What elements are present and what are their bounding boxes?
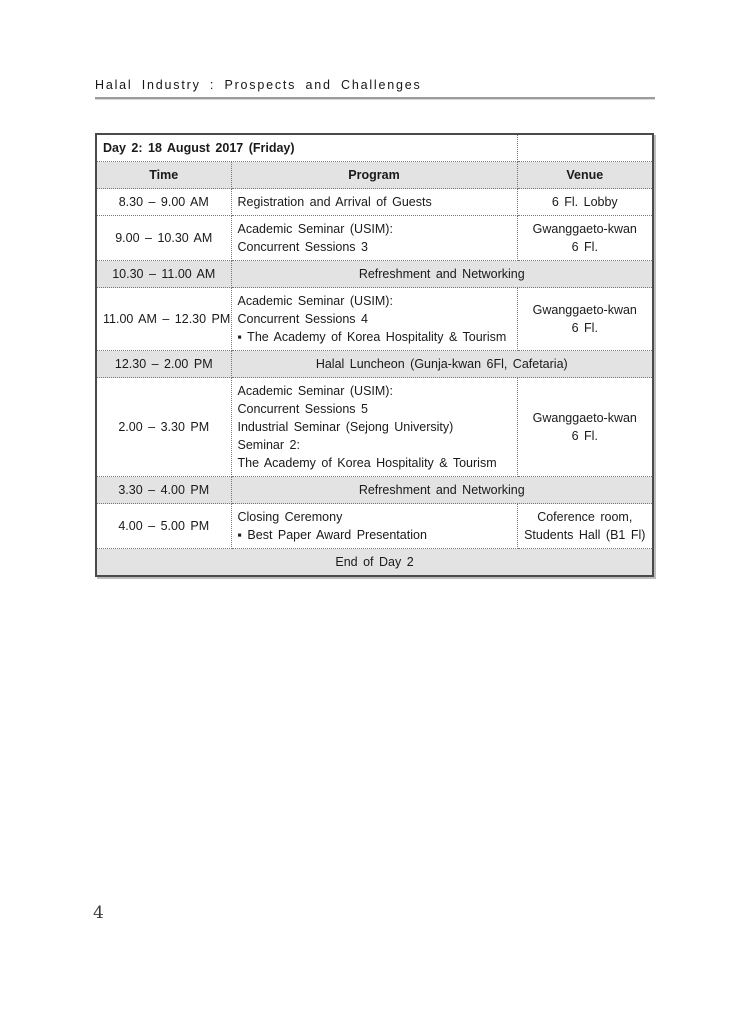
time-cell: 12.30 – 2.00 PM bbox=[96, 351, 231, 378]
program-cell bbox=[231, 378, 517, 477]
table-row bbox=[96, 189, 653, 216]
time-cell: 10.30 – 11.00 AM bbox=[96, 261, 231, 288]
venue-cell bbox=[517, 189, 653, 216]
program-line: Academic Seminar (USIM): bbox=[237, 294, 393, 308]
program-line: Academic Seminar (USIM): bbox=[237, 222, 393, 236]
table-row bbox=[96, 216, 653, 261]
venue-line: Gwanggaeto-kwan bbox=[532, 411, 637, 425]
program-line: Registration and Arrival of Guests bbox=[237, 195, 432, 209]
time-cell: 8.30 – 9.00 AM bbox=[96, 189, 231, 216]
running-head bbox=[95, 78, 655, 99]
time-cell: 4.00 – 5.00 PM bbox=[96, 504, 231, 549]
program-cell bbox=[231, 216, 517, 261]
page-number: 4 bbox=[93, 903, 104, 923]
time-cell: 3.30 – 4.00 PM bbox=[96, 477, 231, 504]
column-header-time: Time bbox=[96, 162, 231, 189]
table-row bbox=[96, 549, 653, 577]
venue-cell bbox=[517, 216, 653, 261]
table-row bbox=[96, 261, 653, 288]
time-cell: 2.00 – 3.30 PM bbox=[96, 378, 231, 477]
table-row bbox=[96, 504, 653, 549]
column-header-program: Program bbox=[231, 162, 517, 189]
program-line: Closing Ceremony bbox=[237, 510, 343, 524]
table-title: Day 2: 18 August 2017 (Friday) bbox=[96, 134, 517, 162]
table-row bbox=[96, 477, 653, 504]
span-cell: Refreshment and Networking bbox=[231, 477, 653, 504]
time-cell: 9.00 – 10.30 AM bbox=[96, 216, 231, 261]
time-cell: 11.00 AM – 12.30 PM bbox=[96, 288, 231, 351]
column-header-row bbox=[96, 162, 653, 189]
venue-cell bbox=[517, 378, 653, 477]
venue-line: Students Hall (B1 Fl) bbox=[524, 528, 646, 542]
running-head-title: Halal Industry : Prospects and Challenges bbox=[95, 78, 422, 92]
table-row bbox=[96, 378, 653, 477]
program-line: Academic Seminar (USIM): bbox=[237, 384, 393, 398]
venue-line: 6 Fl. bbox=[571, 240, 598, 254]
venue-cell bbox=[517, 288, 653, 351]
program-line: Concurrent Sessions 5 bbox=[237, 402, 368, 416]
venue-line: Gwanggaeto-kwan bbox=[532, 222, 637, 236]
table-footer-cell: End of Day 2 bbox=[96, 549, 653, 577]
program-cell bbox=[231, 189, 517, 216]
span-cell: Halal Luncheon (Gunja-kwan 6Fl, Cafetaria) bbox=[231, 351, 653, 378]
program-line: ▪ The Academy of Korea Hospitality & Tourism bbox=[237, 330, 507, 344]
table-title-row bbox=[96, 134, 653, 162]
column-header-venue: Venue bbox=[517, 162, 653, 189]
program-line: Concurrent Sessions 3 bbox=[237, 240, 368, 254]
program-line: Industrial Seminar (Sejong University) bbox=[237, 420, 454, 434]
venue-line: 6 Fl. bbox=[571, 321, 598, 335]
program-line: ▪ Best Paper Award Presentation bbox=[237, 528, 427, 542]
venue-line: 6 Fl. bbox=[571, 429, 598, 443]
venue-cell bbox=[517, 504, 653, 549]
program-cell bbox=[231, 504, 517, 549]
table-title-empty-cell bbox=[517, 134, 653, 162]
program-cell bbox=[231, 288, 517, 351]
table-row bbox=[96, 288, 653, 351]
program-line: The Academy of Korea Hospitality & Tourism bbox=[237, 456, 497, 470]
venue-line: Gwanggaeto-kwan bbox=[532, 303, 637, 317]
span-cell: Refreshment and Networking bbox=[231, 261, 653, 288]
program-line: Seminar 2: bbox=[237, 438, 300, 452]
program-line: Concurrent Sessions 4 bbox=[237, 312, 368, 326]
schedule-table bbox=[95, 133, 654, 577]
venue-line: 6 Fl. Lobby bbox=[551, 195, 618, 209]
venue-line: Coference room, bbox=[537, 510, 633, 524]
table-row bbox=[96, 351, 653, 378]
